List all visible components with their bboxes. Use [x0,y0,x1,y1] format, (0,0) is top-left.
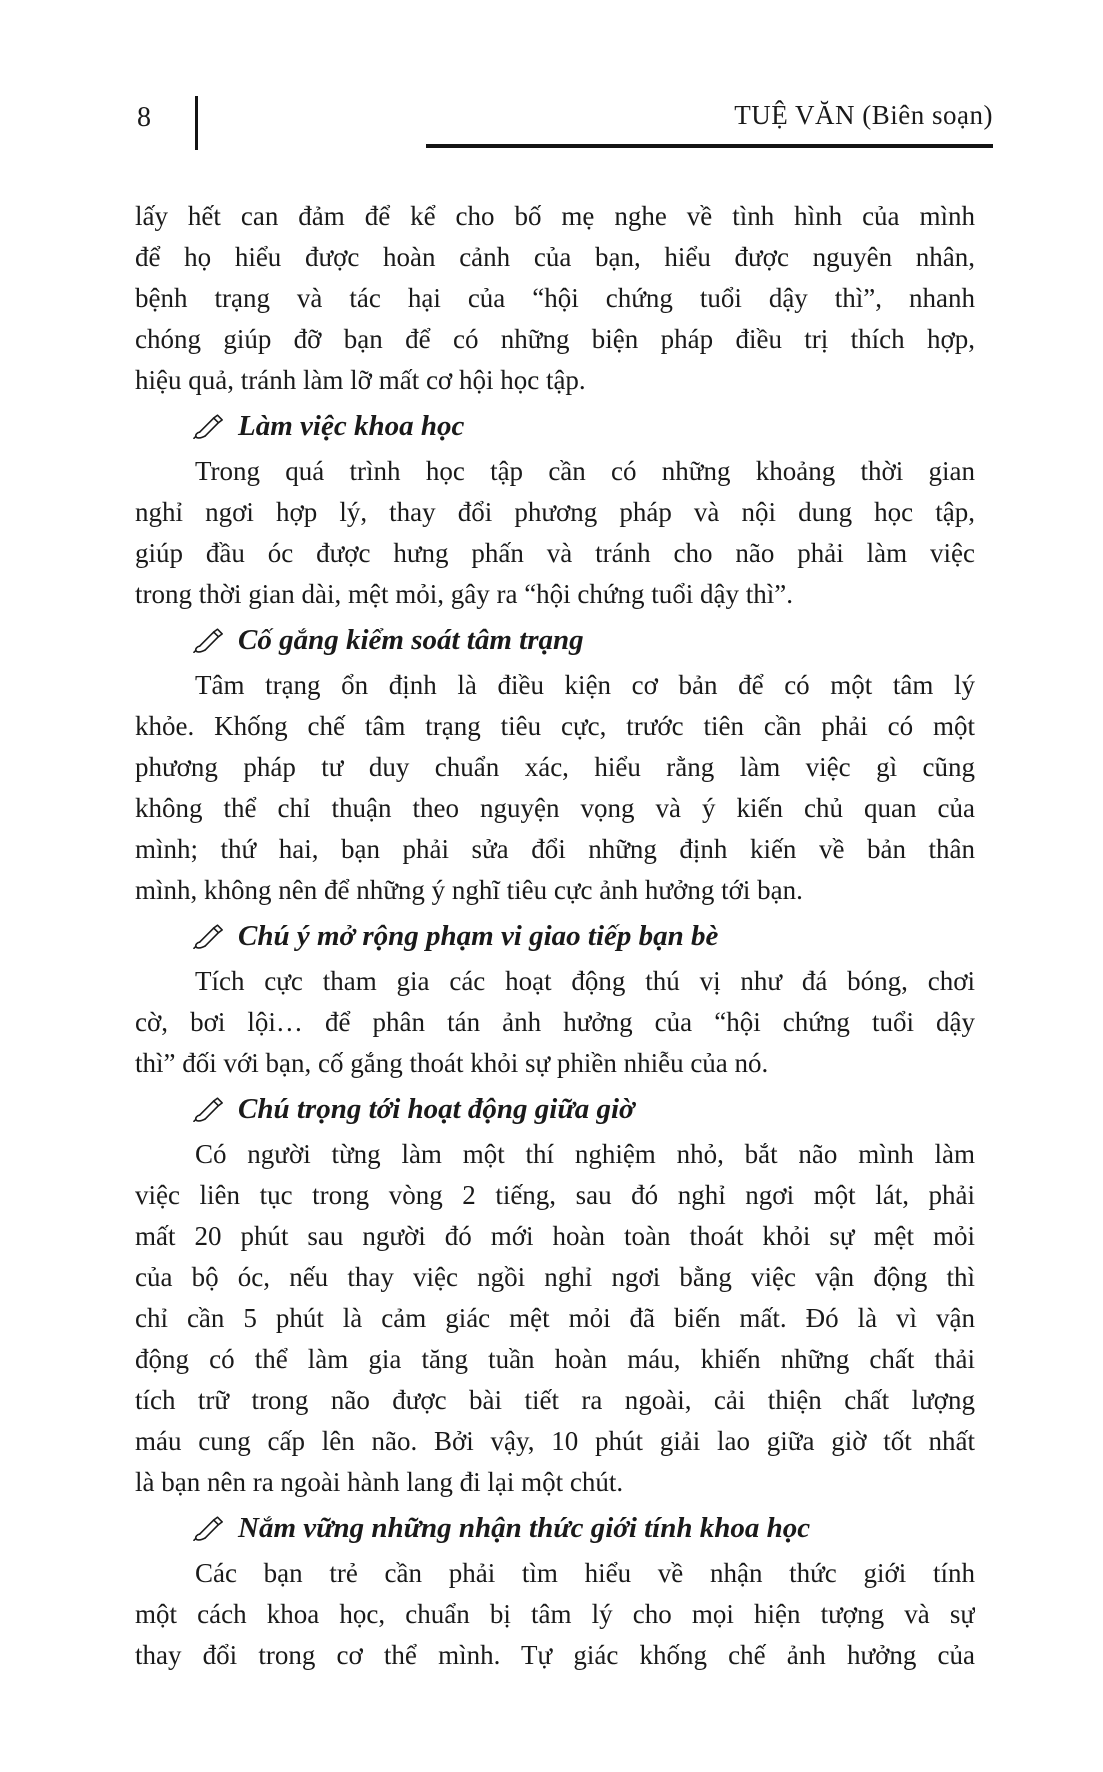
text-line: tích trữ trong não được bài tiết ra ngoài, cải thiện chất lượng [135,1385,975,1415]
section-heading [193,1508,975,1549]
text-line: động có thể làm gia tăng tuần hoàn máu, khiến những chất thải [135,1344,975,1374]
text-line: Tích cực tham gia các hoạt động thú vị như đá bóng, chơi [195,966,975,996]
text-line: trong thời gian dài, mệt mỏi, gây ra “hội chứng tuổi dậy thì”. [135,579,794,609]
running-title: TUỆ VĂN (Biên soạn) [734,100,993,130]
writing-hand-icon [193,920,225,961]
section-heading-label: Chú trọng tới hoạt động giữa giờ [238,1093,635,1125]
text-line: mình, không nên để những ý nghĩ tiêu cực ảnh hưởng tới bạn. [135,875,803,905]
writing-hand-icon [193,410,225,451]
text-line: cờ, bơi lội… để phân tán ảnh hưởng của “hội chứng tuổi dậy [135,1007,975,1037]
text-line: thì” đối với bạn, cố gắng thoát khỏi sự phiền nhiễu của nó. [135,1048,769,1078]
section-heading-label: Cố gắng kiểm soát tâm trạng [238,624,584,656]
text-line: việc liên tục trong vòng 2 tiếng, sau đó nghỉ ngơi một lát, phải [135,1180,975,1210]
section-heading [193,620,975,661]
writing-hand-icon [193,1512,225,1553]
header-vertical-divider [195,96,198,150]
writing-hand-icon [193,1093,225,1134]
text-line: Có người từng làm một thí nghiệm nhỏ, bắt não mình làm [195,1139,975,1169]
text-line: chỉ cần 5 phút là cảm giác mệt mỏi đã biến mất. Đó là vì vận [135,1303,975,1333]
section-heading-label: Làm việc khoa học [238,410,465,442]
text-line: chóng giúp đỡ bạn để có những biện pháp điều trị thích hợp, [135,324,975,354]
page-body [135,196,975,1676]
paragraph [135,665,975,911]
text-line: máu cung cấp lên não. Bởi vậy, 10 phút giải lao giữa giờ tốt nhất [135,1426,975,1456]
paragraph [135,196,975,401]
text-line: bệnh trạng và tác hại của “hội chứng tuổi dậy thì”, nhanh [135,283,975,313]
paragraph [135,961,975,1084]
text-line: một cách khoa học, chuẩn bị tâm lý cho mọi hiện tượng và sự [135,1599,975,1629]
writing-hand-icon [193,624,225,665]
text-line: Trong quá trình học tập cần có những khoảng thời gian [195,456,975,486]
text-line: mình; thứ hai, bạn phải sửa đổi những định kiến về bản thân [135,834,975,864]
section-heading-label: Chú ý mở rộng phạm vi giao tiếp bạn bè [238,920,719,952]
text-line: thay đổi trong cơ thể mình. Tự giác khống chế ảnh hưởng của [135,1640,975,1670]
page-header [135,96,993,156]
text-line: không thể chỉ thuận theo nguyện vọng và ý kiến chủ quan của [135,793,975,823]
text-line: Tâm trạng ổn định là điều kiện cơ bản để có một tâm lý [195,670,975,700]
text-line: mất 20 phút sau người đó mới hoàn toàn thoát khỏi sự mệt mỏi [135,1221,975,1251]
text-line: Các bạn trẻ cần phải tìm hiểu về nhận thức giới tính [195,1558,975,1588]
paragraph [135,1553,975,1676]
paragraph [135,1134,975,1503]
text-line: khỏe. Khống chế tâm trạng tiêu cực, trước tiên cần phải có một [135,711,975,741]
text-line: của bộ óc, nếu thay việc ngồi nghỉ ngơi bằng việc vận động thì [135,1262,975,1292]
section-heading-label: Nắm vững những nhận thức giới tính khoa học [238,1512,811,1544]
page-number: 8 [137,102,151,133]
text-line: nghỉ ngơi hợp lý, thay đổi phương pháp và nội dung học tập, [135,497,975,527]
text-line: lấy hết can đảm để kể cho bố mẹ nghe về tình hình của mình [135,201,975,231]
text-line: phương pháp tư duy chuẩn xác, hiểu rằng làm việc gì cũng [135,752,975,782]
section-heading [193,406,975,447]
text-line: là bạn nên ra ngoài hành lang đi lại một chút. [135,1467,624,1497]
paragraph [135,451,975,615]
text-line: hiệu quả, tránh làm lỡ mất cơ hội học tập. [135,365,586,395]
section-heading [193,916,975,957]
header-rule [426,144,993,148]
text-line: để họ hiểu được hoàn cảnh của bạn, hiểu được nguyên nhân, [135,242,975,272]
section-heading [193,1089,975,1130]
text-line: giúp đầu óc được hưng phấn và tránh cho não phải làm việc [135,538,975,568]
